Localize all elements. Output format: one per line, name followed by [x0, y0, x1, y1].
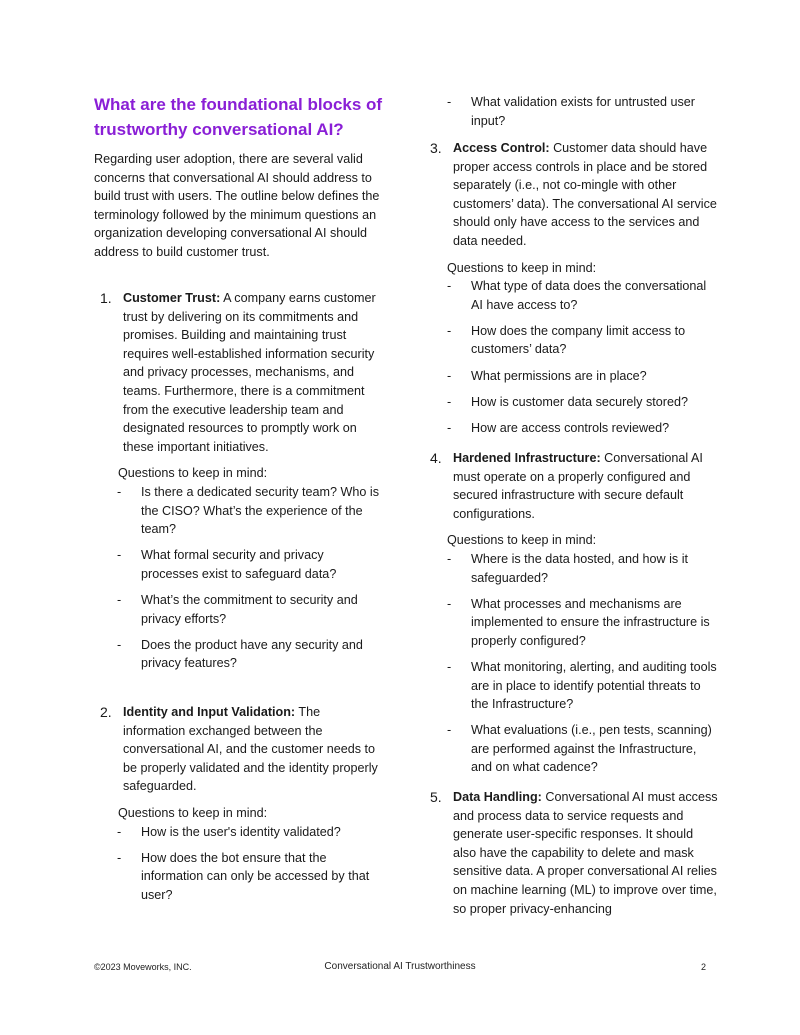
section-identity-validation-continued: [428, 93, 718, 138]
list-item: - How does the bot ensure that the information can only be accessed by that user?: [117, 850, 370, 902]
list-item: - What processes and mechanisms are implemented to ensure the infrastructure is properly configured?: [447, 596, 710, 648]
item-text: Customer data should have proper access controls in place and be stored separately (i.e., not co-mingle with other customers’ data). The conversational AI service should only have access to the services and data needed.: [453, 141, 717, 248]
list-item: - Where is the data hosted, and how is it safeguarded?: [447, 551, 689, 585]
questions-label: Questions to keep in mind:: [118, 466, 268, 481]
section-identity-validation: [94, 703, 384, 912]
footer-document-title: Conversational AI Trustworthiness: [324, 961, 476, 972]
list-item: - Is there a dedicated security team? Who is the CISO? What’s the experience of the team?: [117, 484, 379, 537]
numbered-item: [428, 788, 718, 918]
intro-paragraph: Regarding user adoption, there are several valid concerns that conversational AI should address to build trust with users. The outline below defines the terminology followed by the minimum questions an organization developing conversational AI should address to build customer trust.: [94, 152, 380, 259]
list-item: - What formal security and privacy processes exist to safeguard data?: [117, 548, 337, 581]
item-text: The information exchanged between the conversational AI, and the customer needs to be properly validated and the identity properly safeguarded.: [123, 705, 378, 794]
list-item: - What type of data does the conversational AI have access to?: [447, 279, 707, 312]
item-text: Conversational AI must access and process data to service requests and generate user-specific responses. It should also have the capability to delete and mask sensitive data. A proper conversational AI relies on machine learning (ML) to improve over time, so proper privacy-enhancing: [453, 790, 718, 916]
item-title: Data Handling:: [453, 790, 542, 804]
page-heading: What are the foundational blocks of trustworthy conversational AI?: [94, 95, 383, 139]
list-item: - What’s the commitment to security and privacy efforts?: [117, 592, 358, 626]
list-item: - How are access controls reviewed?: [447, 420, 670, 435]
question-list: [94, 823, 384, 905]
item-title: Customer Trust:: [123, 291, 221, 305]
list-item: - How is customer data securely stored?: [447, 394, 688, 409]
footer-page-number: 2: [700, 962, 706, 972]
list-item: - Does the product have any security and privacy features?: [117, 637, 363, 671]
item-title: Identity and Input Validation:: [123, 705, 296, 719]
questions-label: Questions to keep in mind:: [447, 260, 597, 275]
list-item: - How is the user's identity validated?: [117, 824, 341, 839]
list-item: - How does the company limit access to customers’ data?: [447, 323, 686, 357]
item-text: Conversational AI must operate on a properly configured and secured infrastructure with secure default configurations.: [453, 451, 703, 521]
section-data-handling: [428, 788, 718, 918]
item-number: 4.: [430, 450, 442, 466]
questions-label: Questions to keep in mind:: [447, 533, 597, 548]
page-footer: [94, 962, 706, 974]
list-item: - What monitoring, alerting, and auditing tools are in place to identify potential threats to the Infrastructure?: [447, 659, 717, 712]
list-item: - What permissions are in place?: [447, 368, 647, 383]
item-title: Access Control:: [453, 141, 550, 155]
section-hardened-infrastructure: [428, 449, 718, 785]
item-text: A company earns customer trust by delivering on its commitments and promises. Building and maintaining trust requires well-established information security and privacy processes, mechanisms, and teams. Furthermore, there is a commitment from the executive leadership team and designated resources to promptly work on these important initiatives.: [123, 291, 376, 454]
list-item: - What evaluations (i.e., pen tests, scanning) are performed against the Infrastructure, and on what cadence?: [447, 723, 712, 775]
question-list: [428, 550, 718, 777]
footer-copyright: ©2023 Moveworks, INC.: [94, 962, 192, 972]
numbered-item: [428, 139, 718, 251]
item-number: 5.: [430, 789, 442, 805]
item-number: 1.: [100, 290, 112, 306]
section-customer-trust: [94, 289, 384, 680]
item-number: 2.: [100, 704, 112, 720]
numbered-item: [428, 449, 718, 523]
question-list: [428, 277, 718, 437]
numbered-item: [94, 289, 384, 456]
question-list: [94, 483, 384, 673]
section-access-control: [428, 139, 718, 445]
numbered-item: [94, 703, 384, 796]
questions-label: Questions to keep in mind:: [118, 805, 268, 820]
item-number: 3.: [430, 140, 442, 156]
list-item: - What validation exists for untrusted user input?: [447, 95, 695, 128]
item-title: Hardened Infrastructure:: [453, 451, 601, 465]
question-list: [428, 93, 718, 130]
